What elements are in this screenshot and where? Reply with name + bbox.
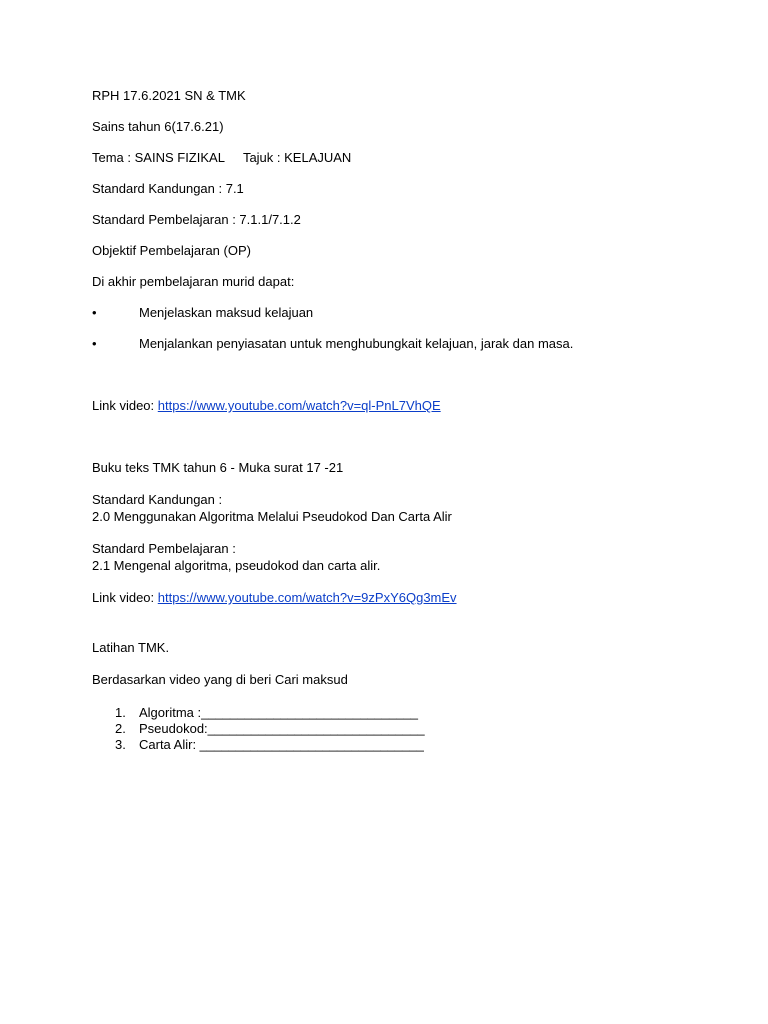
bullet-icon: • [92,305,97,320]
document-heading: RPH 17.6.2021 SN & TMK [92,88,246,103]
standard-pembelajaran: Standard Pembelajaran : 7.1.1/7.1.2 [92,212,301,227]
tmk-standard-kandungan-label: Standard Kandungan : [92,492,223,507]
algoritma-field: Algoritma :______________________________ [139,705,419,720]
youtube-link-2[interactable]: https://www.youtube.com/watch?v=9zPxY6Qg3mEv [157,590,457,605]
link-label: Link video: [92,590,158,605]
list-number: 1. [115,705,126,720]
standard-kandungan: Standard Kandungan : 7.1 [92,181,244,196]
pseudokod-field: Pseudokod:______________________________ [139,721,425,736]
latihan-heading: Latihan TMK. [92,640,170,655]
list-number: 3. [115,737,126,752]
bullet-icon: • [92,336,97,351]
tema-tajuk-line [92,150,351,166]
objektif-pembelajaran: Objektif Pembelajaran (OP) [92,243,251,258]
tmk-standard-pembelajaran-label: Standard Pembelajaran : [92,541,236,556]
video-link-line-2 [92,590,457,606]
tajuk-text: Tajuk : KELAJUAN [242,150,352,165]
subject-line: Sains tahun 6(17.6.21) [92,119,224,134]
video-link-line-1 [92,398,441,414]
tmk-standard-kandungan-value: 2.0 Menggunakan Algoritma Melalui Pseudokod Dan Carta Alir [92,509,452,524]
list-item: Menjalankan penyiasatan untuk menghubungkait kelajuan, jarak dan masa. [139,336,574,351]
tema-text: Tema : SAINS FIZIKAL [92,150,225,165]
tmk-standard-pembelajaran-value: 2.1 Mengenal algoritma, pseudokod dan carta alir. [92,558,381,573]
youtube-link-1[interactable]: https://www.youtube.com/watch?v=ql-PnL7VhQE [157,398,441,413]
instruction-text: Berdasarkan video yang di beri Cari maksud [92,672,348,687]
link-label: Link video: [92,398,158,413]
di-akhir-text: Di akhir pembelajaran murid dapat: [92,274,295,289]
list-number: 2. [115,721,126,736]
buku-teks-line: Buku teks TMK tahun 6 - Muka surat 17 -21 [92,460,344,475]
carta-alir-field: Carta Alir: _______________________________ [139,737,424,752]
list-item: Menjelaskan maksud kelajuan [139,305,314,320]
